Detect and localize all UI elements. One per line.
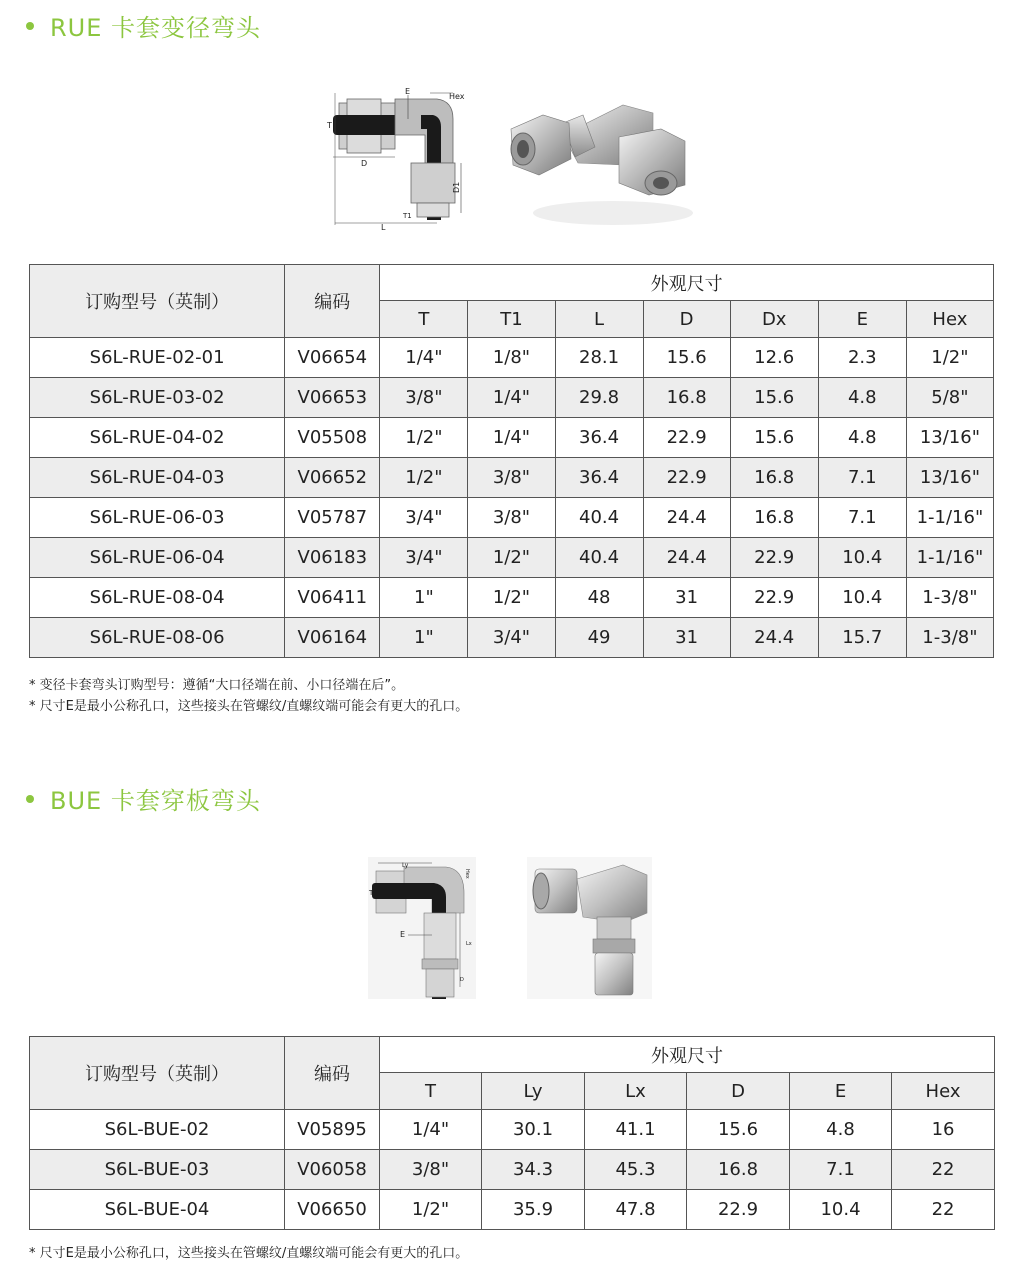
dimension-cell: 7.1 bbox=[818, 498, 906, 538]
code-cell: V06058 bbox=[285, 1150, 380, 1190]
bue-spec-table bbox=[29, 1036, 995, 1230]
bue-col-header: T bbox=[380, 1073, 482, 1110]
code-cell: V06652 bbox=[285, 458, 380, 498]
dimension-cell: 22.9 bbox=[730, 578, 818, 618]
rue-label-hex: Hex bbox=[449, 92, 465, 101]
model-cell: S6L-RUE-08-06 bbox=[30, 618, 285, 658]
dimension-cell: 1/4" bbox=[468, 418, 555, 458]
dimension-cell: 3/4" bbox=[468, 618, 555, 658]
dimension-cell: 10.4 bbox=[818, 578, 906, 618]
table-row bbox=[30, 378, 994, 418]
rue-header-dims: 外观尺寸 bbox=[380, 265, 994, 301]
dimension-cell: 31 bbox=[643, 618, 730, 658]
table-row bbox=[30, 1150, 995, 1190]
bue-col-header: E bbox=[790, 1073, 892, 1110]
dimension-cell: 1/4" bbox=[468, 378, 555, 418]
dimension-cell: 22 bbox=[892, 1190, 995, 1230]
dimension-cell: 15.6 bbox=[730, 378, 818, 418]
dimension-cell: 22.9 bbox=[643, 418, 730, 458]
model-cell: S6L-RUE-02-01 bbox=[30, 338, 285, 378]
model-cell: S6L-BUE-04 bbox=[30, 1190, 285, 1230]
dimension-cell: 3/8" bbox=[380, 1150, 482, 1190]
dimension-cell: 15.6 bbox=[730, 418, 818, 458]
dimension-cell: 7.1 bbox=[818, 458, 906, 498]
dimension-cell: 31 bbox=[643, 578, 730, 618]
bue-note-1: * 尺寸E是最小公称孔口，这些接头在管螺纹/直螺纹端可能会有更大的孔口。 bbox=[29, 1246, 469, 1261]
table-row bbox=[30, 458, 994, 498]
model-cell: S6L-RUE-04-02 bbox=[30, 418, 285, 458]
dimension-cell: 22.9 bbox=[643, 458, 730, 498]
rue-col-header: T1 bbox=[468, 301, 555, 338]
rue-col-header: E bbox=[818, 301, 906, 338]
table-row bbox=[30, 1190, 995, 1230]
dimension-cell: 3/8" bbox=[468, 458, 555, 498]
dimension-cell: 13/16" bbox=[906, 418, 993, 458]
code-cell: V06654 bbox=[285, 338, 380, 378]
dimension-cell: 34.3 bbox=[482, 1150, 585, 1190]
code-cell: V06183 bbox=[285, 538, 380, 578]
dimension-cell: 1/8" bbox=[468, 338, 555, 378]
model-cell: S6L-RUE-04-03 bbox=[30, 458, 285, 498]
dimension-cell: 24.4 bbox=[643, 498, 730, 538]
dimension-cell: 16 bbox=[892, 1110, 995, 1150]
bullet-dot-icon bbox=[26, 22, 34, 30]
table-row bbox=[30, 498, 994, 538]
dimension-cell: 22.9 bbox=[730, 538, 818, 578]
bue-col-header: D bbox=[687, 1073, 790, 1110]
bue-label-ly: Ly bbox=[402, 862, 409, 869]
model-cell: S6L-RUE-06-04 bbox=[30, 538, 285, 578]
dimension-cell: 22.9 bbox=[687, 1190, 790, 1230]
bue-header-code: 编码 bbox=[285, 1037, 380, 1110]
dimension-cell: 1/2" bbox=[468, 538, 555, 578]
dimension-cell: 36.4 bbox=[555, 418, 643, 458]
code-cell: V06650 bbox=[285, 1190, 380, 1230]
dimension-cell: 1/2" bbox=[380, 1190, 482, 1230]
rue-label-d: D bbox=[361, 159, 368, 168]
bue-label-lx: Lx bbox=[466, 941, 472, 947]
dimension-cell: 1/2" bbox=[380, 458, 468, 498]
dimension-cell: 16.8 bbox=[730, 498, 818, 538]
dimension-cell: 3/8" bbox=[380, 378, 468, 418]
model-cell: S6L-RUE-06-03 bbox=[30, 498, 285, 538]
dimension-cell: 1" bbox=[380, 578, 468, 618]
dimension-cell: 48 bbox=[555, 578, 643, 618]
dimension-cell: 2.3 bbox=[818, 338, 906, 378]
rue-note-2: * 尺寸E是最小公称孔口，这些接头在管螺纹/直螺纹端可能会有更大的孔口。 bbox=[29, 699, 469, 714]
dimension-cell: 36.4 bbox=[555, 458, 643, 498]
bue-notes bbox=[29, 1243, 468, 1264]
table-row bbox=[30, 538, 994, 578]
bue-col-header: Hex bbox=[892, 1073, 995, 1110]
dimension-cell: 16.8 bbox=[643, 378, 730, 418]
dimension-cell: 29.8 bbox=[555, 378, 643, 418]
code-cell: V06411 bbox=[285, 578, 380, 618]
model-cell: S6L-RUE-03-02 bbox=[30, 378, 285, 418]
dimension-cell: 35.9 bbox=[482, 1190, 585, 1230]
rue-col-header: T bbox=[380, 301, 468, 338]
rue-header-code: 编码 bbox=[285, 265, 380, 338]
table-row bbox=[30, 1110, 995, 1150]
rue-col-header: L bbox=[555, 301, 643, 338]
bue-product-photo bbox=[527, 857, 652, 999]
dimension-cell: 49 bbox=[555, 618, 643, 658]
rue-header-model: 订购型号（英制） bbox=[30, 265, 285, 338]
code-cell: V06653 bbox=[285, 378, 380, 418]
rue-col-header: D bbox=[643, 301, 730, 338]
dimension-cell: 1/2" bbox=[906, 338, 993, 378]
dimension-cell: 5/8" bbox=[906, 378, 993, 418]
dimension-cell: 1" bbox=[380, 618, 468, 658]
dimension-cell: 4.8 bbox=[818, 378, 906, 418]
code-cell: V05787 bbox=[285, 498, 380, 538]
dimension-cell: 15.6 bbox=[643, 338, 730, 378]
dimension-cell: 1/2" bbox=[380, 418, 468, 458]
bue-label-hex: Hex bbox=[464, 869, 470, 879]
dimension-cell: 1-3/8" bbox=[906, 578, 993, 618]
dimension-cell: 3/8" bbox=[468, 498, 555, 538]
bue-header-model: 订购型号（英制） bbox=[30, 1037, 285, 1110]
model-cell: S6L-BUE-03 bbox=[30, 1150, 285, 1190]
rue-col-header: Hex bbox=[906, 301, 993, 338]
dimension-cell: 1-3/8" bbox=[906, 618, 993, 658]
bue-label-d: D bbox=[460, 977, 464, 983]
dimension-cell: 16.8 bbox=[687, 1150, 790, 1190]
rue-technical-drawing bbox=[325, 85, 475, 230]
model-cell: S6L-BUE-02 bbox=[30, 1110, 285, 1150]
bue-technical-drawing bbox=[368, 857, 476, 999]
table-row bbox=[30, 578, 994, 618]
dimension-cell: 10.4 bbox=[790, 1190, 892, 1230]
bue-label-t: T bbox=[369, 889, 374, 897]
bue-section-title bbox=[26, 781, 261, 816]
rue-col-header: Dx bbox=[730, 301, 818, 338]
bullet-dot-icon bbox=[26, 795, 34, 803]
rue-section-title bbox=[26, 8, 261, 43]
dimension-cell: 40.4 bbox=[555, 498, 643, 538]
rue-notes bbox=[29, 675, 468, 717]
rue-label-t1: T1 bbox=[403, 212, 412, 220]
code-cell: V05895 bbox=[285, 1110, 380, 1150]
dimension-cell: 15.7 bbox=[818, 618, 906, 658]
bue-title-text: BUE 卡套穿板弯头 bbox=[50, 787, 261, 815]
dimension-cell: 15.6 bbox=[687, 1110, 790, 1150]
rue-label-e: E bbox=[405, 87, 411, 96]
dimension-cell: 1-1/16" bbox=[906, 538, 993, 578]
bue-col-header: Ly bbox=[482, 1073, 585, 1110]
dimension-cell: 45.3 bbox=[585, 1150, 687, 1190]
dimension-cell: 16.8 bbox=[730, 458, 818, 498]
bue-label-e: E bbox=[400, 930, 406, 939]
rue-label-l: L bbox=[381, 223, 386, 230]
dimension-cell: 3/4" bbox=[380, 498, 468, 538]
dimension-cell: 24.4 bbox=[643, 538, 730, 578]
bue-header-dims: 外观尺寸 bbox=[380, 1037, 995, 1073]
code-cell: V06164 bbox=[285, 618, 380, 658]
dimension-cell: 1/2" bbox=[468, 578, 555, 618]
dimension-cell: 1-1/16" bbox=[906, 498, 993, 538]
rue-label-t: T bbox=[327, 121, 332, 130]
dimension-cell: 1/4" bbox=[380, 1110, 482, 1150]
rue-note-1: * 变径卡套弯头订购型号：遵循“大口径端在前、小口径端在后”。 bbox=[29, 678, 405, 693]
dimension-cell: 22 bbox=[892, 1150, 995, 1190]
dimension-cell: 40.4 bbox=[555, 538, 643, 578]
dimension-cell: 4.8 bbox=[818, 418, 906, 458]
dimension-cell: 41.1 bbox=[585, 1110, 687, 1150]
rue-product-photo bbox=[503, 85, 695, 230]
dimension-cell: 4.8 bbox=[790, 1110, 892, 1150]
table-row bbox=[30, 338, 994, 378]
dimension-cell: 30.1 bbox=[482, 1110, 585, 1150]
rue-label-dx: D1 bbox=[452, 181, 461, 193]
dimension-cell: 7.1 bbox=[790, 1150, 892, 1190]
dimension-cell: 28.1 bbox=[555, 338, 643, 378]
model-cell: S6L-RUE-08-04 bbox=[30, 578, 285, 618]
dimension-cell: 47.8 bbox=[585, 1190, 687, 1230]
dimension-cell: 13/16" bbox=[906, 458, 993, 498]
dimension-cell: 10.4 bbox=[818, 538, 906, 578]
bue-col-header: Lx bbox=[585, 1073, 687, 1110]
dimension-cell: 24.4 bbox=[730, 618, 818, 658]
table-row bbox=[30, 618, 994, 658]
dimension-cell: 3/4" bbox=[380, 538, 468, 578]
table-row bbox=[30, 418, 994, 458]
rue-spec-table bbox=[29, 264, 994, 658]
code-cell: V05508 bbox=[285, 418, 380, 458]
dimension-cell: 12.6 bbox=[730, 338, 818, 378]
rue-title-text: RUE 卡套变径弯头 bbox=[50, 14, 262, 42]
dimension-cell: 1/4" bbox=[380, 338, 468, 378]
